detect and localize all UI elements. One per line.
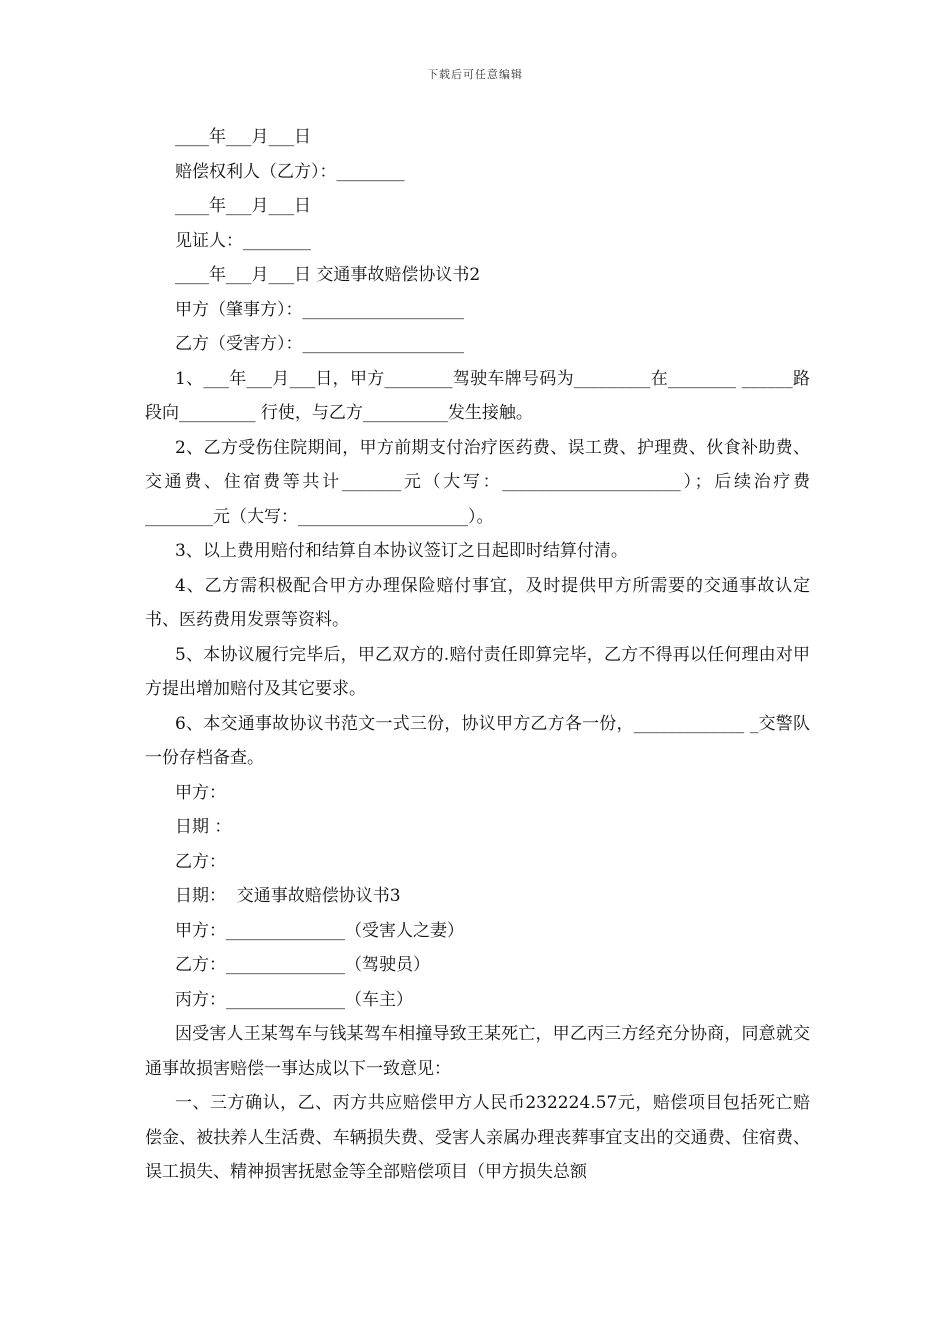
party-c-owner-line: 丙方：______________（车主） <box>175 989 413 1010</box>
date-line: ____年___月___日 <box>175 196 311 216</box>
header-note: 下载后可任意编辑 <box>427 68 523 81</box>
party-a-line: 甲方（肇事方）：___________________ <box>175 299 464 320</box>
clause-5: 5、本协议履行完毕后，甲乙双方的.赔付责任即算完毕，乙方不得再以任何理由对甲方提出增加赔付及其它要求。 <box>145 644 810 699</box>
party-a-wife-line: 甲方：______________（受害人之妻） <box>175 920 464 941</box>
witness-line: 见证人：________ <box>175 230 311 251</box>
party-b-driver-line: 乙方：______________（驾驶员） <box>175 955 430 975</box>
clause-4: 4、乙方需积极配合甲方办理保险赔付事宜，及时提供甲方所需要的交通事故认定书、医药费用发票等资料。 <box>145 575 810 630</box>
document-body <box>145 120 810 1190</box>
date-line: ____年___月___日 <box>175 127 311 147</box>
clause-2: 2、乙方受伤住院期间，甲方前期支付治疗医药费、误工费、护理费、伙食补助费、交通费、住宿费等共计_______元（大写：_____________________）；后续治疗费________元（大写：____________________）。 <box>145 437 810 527</box>
clause-6: 6、本交通事故协议书范文一式三份，协议甲方乙方各一份，_____________ _交警队一份存档备查。 <box>145 713 810 768</box>
signature-date: 日期 ： <box>175 817 232 837</box>
compensation-claimant-line: 赔偿权利人（乙方）：________ <box>175 161 405 182</box>
clause-1: 1、___年___月___日，甲方________驾驶车牌号码为_________在________ ______路段向_________ 行使，与乙方__________发生接触。 <box>145 368 810 423</box>
clause-3: 3、以上费用赔付和结算自本协议签订之日起即时结算付清。 <box>175 541 628 561</box>
clause-one-paragraph: 一、三方确认，乙、丙方共应赔偿甲方人民币232224.57元，赔偿项目包括死亡赔偿金、被扶养人生活费、车辆损失费、受害人亲属办理丧葬事宜支出的交通费、住宿费、误工损失、精神损害抚慰金等全部赔偿项目（甲方损失总额 <box>145 1093 810 1182</box>
intro-paragraph: 因受害人王某驾车与钱某驾车相撞导致王某死亡，甲乙丙三方经充分协商，同意就交通事故损害赔偿一事达成以下一致意见： <box>145 1024 810 1079</box>
date-and-title-line: ____年___月___日 交通事故赔偿协议书2 <box>175 265 481 285</box>
signature-party-a: 甲方： <box>175 782 226 803</box>
signature-date-and-title: 日期： 交通事故赔偿协议书3 <box>175 886 401 906</box>
signature-party-b: 乙方： <box>175 851 226 872</box>
party-b-line: 乙方（受害方）：___________________ <box>175 334 464 354</box>
